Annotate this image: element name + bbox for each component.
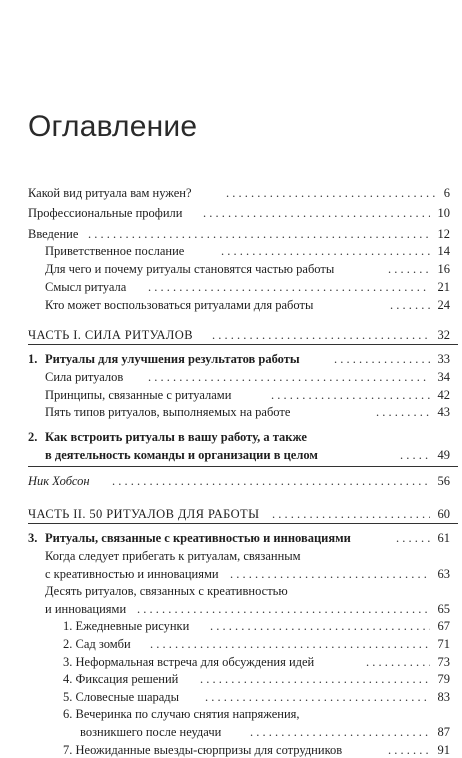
toc-ritual[interactable] xyxy=(0,724,462,740)
leader-dots xyxy=(203,205,430,221)
leader-dots xyxy=(112,473,430,489)
toc-entry-page: 79 xyxy=(437,672,450,686)
toc-entry-page: 73 xyxy=(437,655,450,669)
toc-entry-continued[interactable] xyxy=(0,566,462,582)
leader-dots xyxy=(148,279,430,295)
toc-ritual[interactable] xyxy=(0,706,462,722)
toc-entry-page: 21 xyxy=(437,280,450,294)
chapter-number: 1. xyxy=(28,352,38,366)
toc-entry-page: 63 xyxy=(437,567,450,581)
leader-dots xyxy=(400,447,430,463)
leader-dots xyxy=(226,185,436,201)
toc-entry-title: Смысл ритуала xyxy=(45,280,127,294)
leader-dots xyxy=(137,601,430,617)
toc-entry-title: 6. Вечеринка по случаю снятия напряжения, xyxy=(63,707,300,721)
toc-chapter[interactable] xyxy=(0,351,462,367)
toc-entry-title: Принципы, связанные с ритуалами xyxy=(45,388,232,402)
toc-entry-page: 67 xyxy=(437,619,450,633)
page-title: Оглавление xyxy=(28,110,198,143)
toc-chapter[interactable] xyxy=(0,429,462,445)
toc-part-heading[interactable] xyxy=(0,327,462,343)
toc-entry-page: 56 xyxy=(437,474,450,488)
leader-dots xyxy=(396,530,430,546)
toc-author-entry[interactable] xyxy=(0,473,462,489)
leader-dots xyxy=(150,636,430,652)
toc-entry-title: Ник Хобсон xyxy=(28,474,90,488)
toc-entry-page: 16 xyxy=(437,262,450,276)
toc-entry-title: Профессиональные профили xyxy=(28,206,183,220)
toc-entry-title: Сила ритуалов xyxy=(45,370,124,384)
toc-entry[interactable] xyxy=(0,404,462,420)
chapter-number: 2. xyxy=(28,430,38,444)
toc-chapter-continued[interactable] xyxy=(0,447,462,463)
divider xyxy=(28,466,458,467)
toc-entry[interactable] xyxy=(0,185,462,201)
toc-entry[interactable] xyxy=(0,548,462,564)
toc-entry[interactable] xyxy=(0,297,462,313)
toc-entry-title: 4. Фиксация решений xyxy=(63,672,179,686)
leader-dots xyxy=(334,351,430,367)
toc-entry-page: 60 xyxy=(437,507,450,521)
toc-entry-page: 91 xyxy=(437,743,450,757)
toc-entry-title: Введение xyxy=(28,227,79,241)
toc-entry[interactable] xyxy=(0,583,462,599)
leader-dots xyxy=(388,742,430,758)
leader-dots xyxy=(205,689,430,705)
toc-entry-continued[interactable] xyxy=(0,601,462,617)
toc-entry-page: 61 xyxy=(437,531,450,545)
toc-entry[interactable] xyxy=(0,226,462,242)
leader-dots xyxy=(148,369,430,385)
toc-entry-page: 10 xyxy=(437,206,450,220)
toc-chapter[interactable] xyxy=(0,530,462,546)
toc-entry-title: ЧАСТЬ II. 50 РИТУАЛОВ ДЛЯ РАБОТЫ xyxy=(28,507,260,521)
toc-entry[interactable] xyxy=(0,387,462,403)
toc-entry-title: Пять типов ритуалов, выполняемых на работе xyxy=(45,405,291,419)
toc-entry-title-continued: возникшего после неудачи xyxy=(80,725,222,739)
toc-entry-page: 42 xyxy=(437,388,450,402)
toc-entry[interactable] xyxy=(0,205,462,221)
toc-entry-page: 43 xyxy=(437,405,450,419)
toc-entry-page: 49 xyxy=(437,448,450,462)
leader-dots xyxy=(271,387,430,403)
toc-ritual[interactable] xyxy=(0,636,462,652)
toc-entry-title: Для чего и почему ритуалы становятся частью работы xyxy=(45,262,335,276)
toc-entry-title: Какой вид ритуала вам нужен? xyxy=(28,186,192,200)
toc-entry-title: Как встроить ритуалы в вашу работу, а также xyxy=(45,430,307,444)
toc-entry-title: Когда следует прибегать к ритуалам, связанным xyxy=(45,549,301,563)
leader-dots xyxy=(88,226,430,242)
toc-entry-title: Приветственное послание xyxy=(45,244,185,258)
leader-dots xyxy=(366,654,430,670)
toc-entry-page: 32 xyxy=(437,328,450,342)
leader-dots xyxy=(212,327,430,343)
toc-entry-page: 6 xyxy=(443,186,450,200)
leader-dots xyxy=(230,566,430,582)
toc-entry-title: 2. Сад зомби xyxy=(63,637,131,651)
toc-entry-title: Кто может воспользоваться ритуалами для работы xyxy=(45,298,314,312)
leader-dots xyxy=(210,618,430,634)
toc-entry-page: 65 xyxy=(437,602,450,616)
chapter-number: 3. xyxy=(28,531,38,545)
toc-ritual[interactable] xyxy=(0,671,462,687)
leader-dots xyxy=(272,506,430,522)
toc-entry-title: 3. Неформальная встреча для обсуждения идей xyxy=(63,655,315,669)
toc-entry-page: 33 xyxy=(437,352,450,366)
toc-entry-page: 83 xyxy=(437,690,450,704)
toc-entry-title: Ритуалы, связанные с креативностью и инновациями xyxy=(45,531,351,545)
toc-ritual[interactable] xyxy=(0,689,462,705)
toc-entry-page: 24 xyxy=(437,298,450,312)
toc-part-heading[interactable] xyxy=(0,506,462,522)
toc-entry-title: 5. Словесные шарады xyxy=(63,690,180,704)
toc-entry[interactable] xyxy=(0,369,462,385)
leader-dots xyxy=(376,404,430,420)
toc-entry[interactable] xyxy=(0,279,462,295)
leader-dots xyxy=(221,243,430,259)
toc-entry-title-continued: с креативностью и инновациями xyxy=(45,567,219,581)
toc-entry-title: Десять ритуалов, связанных с креативностью xyxy=(45,584,288,598)
toc-entry-page: 12 xyxy=(437,227,450,241)
toc-entry[interactable] xyxy=(0,261,462,277)
divider xyxy=(28,523,458,524)
leader-dots xyxy=(390,297,430,313)
toc-entry-title-continued: и инновациями xyxy=(45,602,127,616)
leader-dots xyxy=(200,671,430,687)
toc-ritual[interactable] xyxy=(0,618,462,634)
toc-entry[interactable] xyxy=(0,243,462,259)
toc-entry-page: 87 xyxy=(437,725,450,739)
divider xyxy=(28,344,458,345)
toc-entry-title: Ритуалы для улучшения результатов работы xyxy=(45,352,300,366)
leader-dots xyxy=(388,261,430,277)
toc-entry-title: ЧАСТЬ I. СИЛА РИТУАЛОВ xyxy=(28,328,193,342)
leader-dots xyxy=(250,724,430,740)
toc-entry-title: 1. Ежедневные рисунки xyxy=(63,619,190,633)
toc-entry-title: 7. Неожиданные выезды-сюрпризы для сотрудников xyxy=(63,743,343,757)
toc-entry-page: 71 xyxy=(437,637,450,651)
toc-ritual[interactable] xyxy=(0,654,462,670)
toc-entry-page: 14 xyxy=(437,244,450,258)
toc-entry-page: 34 xyxy=(437,370,450,384)
toc-entry-title-continued: в деятельность команды и организации в целом xyxy=(45,448,318,462)
toc-ritual[interactable] xyxy=(0,742,462,758)
